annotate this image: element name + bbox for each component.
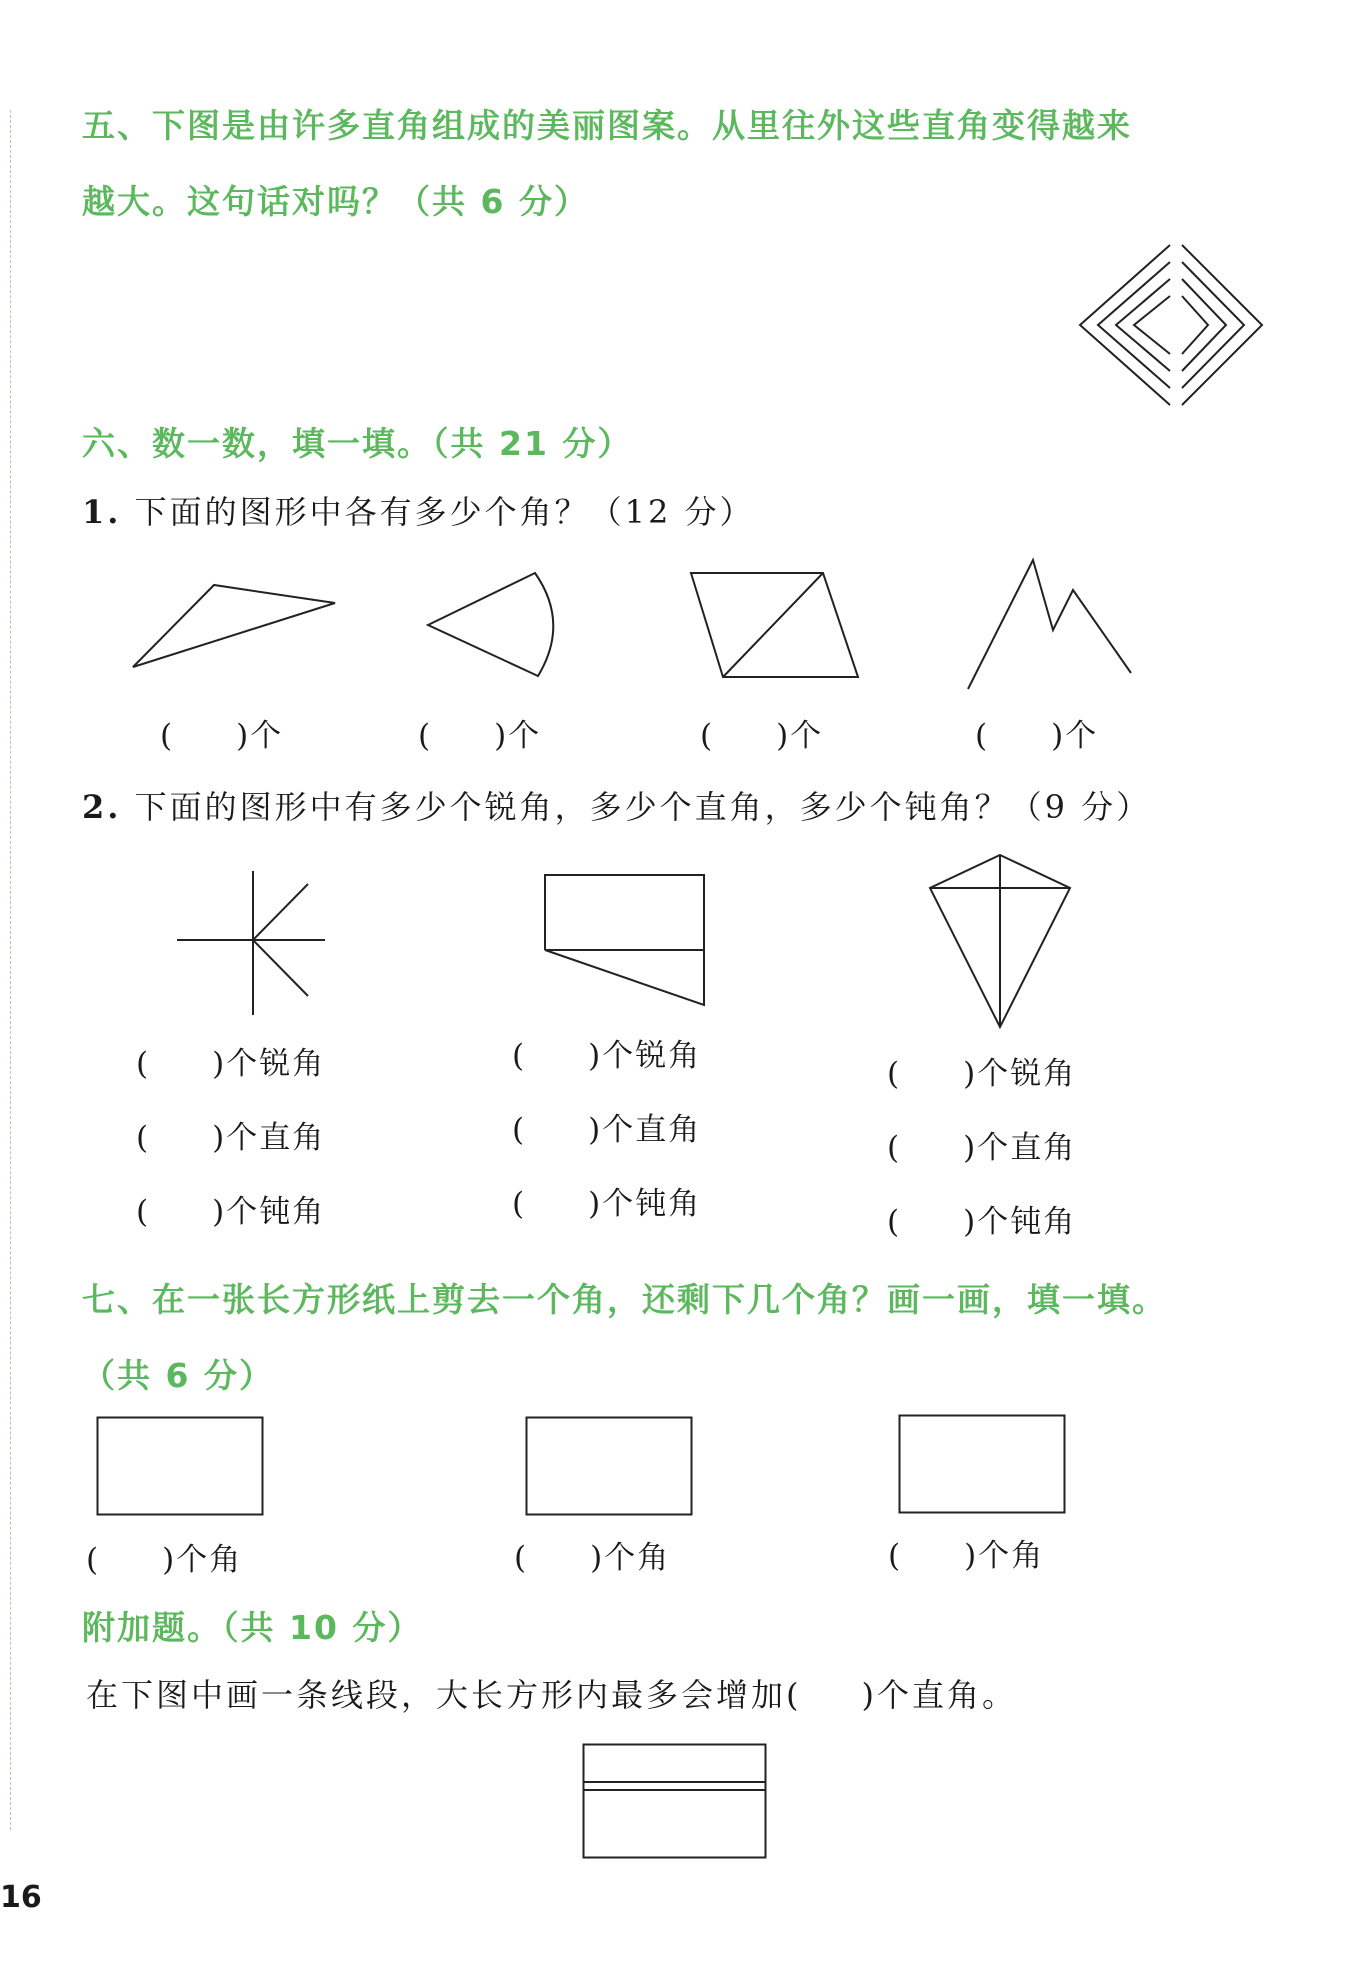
section6-heading: 六、数一数，填一填。（共 21 分） — [82, 424, 633, 463]
figure-zigzag — [965, 555, 1135, 695]
answer-7-c: ( )个角 — [888, 1538, 1045, 1574]
answer-6-2-c-acute: ( )个锐角 — [887, 1056, 1077, 1092]
answer-6-2-c-obtuse: ( )个钝角 — [887, 1204, 1077, 1240]
answer-6-2-a-obtuse: ( )个钝角 — [136, 1194, 326, 1230]
bonus-rectangle — [582, 1743, 768, 1861]
figure-triangle — [130, 575, 350, 675]
answer-6-2-b-right: ( )个直角 — [512, 1112, 702, 1148]
question-6-1 — [82, 487, 754, 533]
question-text: 下面的图形中各有多少个角？（12 分） — [134, 493, 755, 531]
question-number: 1. — [82, 493, 122, 531]
section5-heading-line1: 五、下图是由许多直角组成的美丽图案。从里往外这些直角变得越来 — [82, 106, 1132, 145]
answer-6-2-c-right: ( )个直角 — [887, 1130, 1077, 1166]
answer-6-1-b: ( )个 — [418, 718, 542, 754]
answer-6-2-b-acute: ( )个锐角 — [512, 1038, 702, 1074]
section7-heading-line1: 七、在一张长方形纸上剪去一个角，还剩下几个角？画一画，填一填。 — [82, 1280, 1167, 1319]
rectangle-paper-3 — [898, 1414, 1068, 1516]
question-number: 2. — [82, 788, 122, 826]
figure-kite — [925, 852, 1075, 1032]
question-text: 下面的图形中有多少个锐角，多少个直角，多少个钝角？（9 分） — [134, 788, 1152, 826]
figure-quadrilateral-with-diagonal — [688, 570, 868, 685]
margin-rule — [10, 110, 11, 1830]
answer-6-2-a-acute: ( )个锐角 — [136, 1046, 326, 1082]
answer-6-1-c: ( )个 — [700, 718, 824, 754]
rectangle-paper-2 — [525, 1416, 695, 1518]
answer-6-2-b-obtuse: ( )个钝角 — [512, 1186, 702, 1222]
figure-intersecting-lines — [175, 868, 335, 1018]
page-number: 16 — [0, 1880, 42, 1915]
answer-6-2-a-right: ( )个直角 — [136, 1120, 326, 1156]
answer-7-b: ( )个角 — [514, 1540, 671, 1576]
figure-rectangle-trapezoid — [542, 872, 712, 1012]
bonus-question: 在下图中画一条线段，大长方形内最多会增加( )个直角。 — [86, 1676, 1017, 1714]
bonus-heading: 附加题。（共 10 分） — [82, 1608, 423, 1647]
figure-sector — [420, 568, 570, 678]
answer-6-1-d: ( )个 — [975, 718, 1099, 754]
answer-6-1-a: ( )个 — [160, 718, 284, 754]
section7-heading-line2: （共 6 分） — [82, 1356, 274, 1395]
answer-7-a: ( )个角 — [86, 1542, 243, 1578]
question-6-2 — [82, 782, 1151, 828]
rectangle-paper-1 — [96, 1416, 266, 1518]
section5-heading-line2: 越大。这句话对吗？（共 6 分） — [82, 182, 589, 221]
nested-right-angle-pattern — [1070, 240, 1270, 415]
